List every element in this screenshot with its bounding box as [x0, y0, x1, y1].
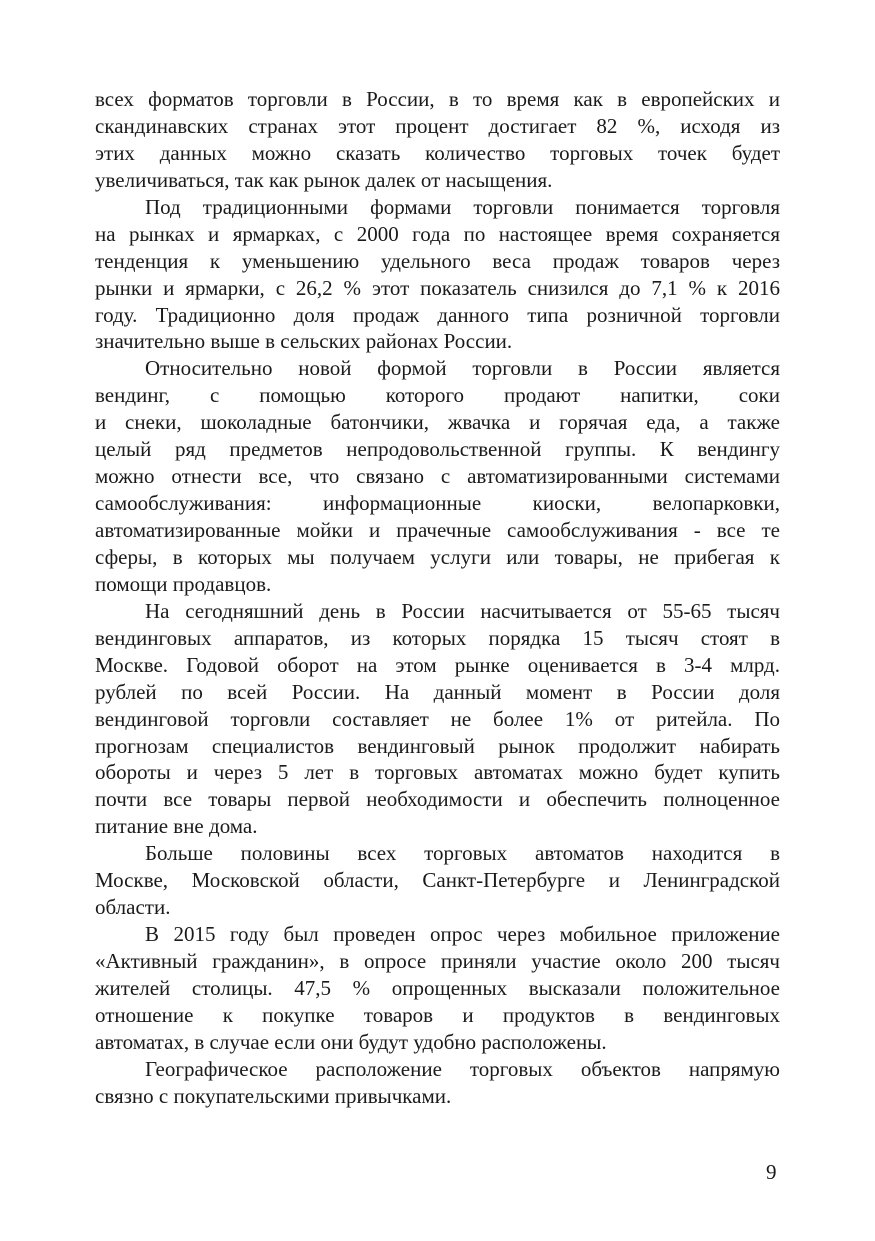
paragraph	[95, 840, 780, 921]
text-line: всех форматов торговли в России, в то время как в европейских и	[95, 87, 780, 111]
text-line: можно отнести все, что связано с автоматизированными системами	[95, 464, 780, 489]
text-line: этих данных можно сказать количество торговых точек будет	[95, 140, 780, 165]
text-line: прогнозам специалистов вендинговый рынок продолжит набирать	[95, 733, 780, 758]
text-line: вендинг, с помощью которого продают напитки, соки	[95, 383, 780, 408]
text-line: обороты и через 5 лет в торговых автоматах можно будет купить	[95, 760, 780, 785]
text-line: «Активный гражданин», в опросе приняли участие около 200 тысяч	[95, 949, 780, 973]
text-line: вендинговых аппаратов, из которых порядка 15 тысяч стоят в	[95, 625, 780, 650]
text-line: самообслуживания: информационные киоски, велопарковки,	[95, 491, 780, 516]
text-line: связно с покупательскими привычками.	[95, 1083, 452, 1108]
text-line: питание вне дома.	[95, 814, 258, 839]
paragraph	[95, 86, 780, 194]
text-line: Москве. Годовой оборот на этом рынке оценивается в 3-4 млрд.	[95, 652, 780, 677]
text-line: Под традиционными формами торговли понимается торговля	[145, 194, 780, 219]
paragraph	[95, 598, 780, 840]
text-line: скандинавских странах этот процент достигает 82 %, исходя из	[95, 113, 780, 138]
text-line: году. Традиционно доля продаж данного типа розничной торговли	[95, 302, 780, 327]
text-line: на рынках и ярмарках, с 2000 года по настоящее время сохраняется	[95, 221, 780, 246]
text-line: жителей столицы. 47,5 % опрощенных высказали положительное	[95, 975, 780, 1000]
paragraph	[95, 921, 780, 1056]
text-line: Географическое расположение торговых объектов напрямую	[145, 1056, 780, 1081]
text-line: целый ряд предметов непродовольственной группы. К вендингу	[95, 437, 780, 462]
text-line: значительно выше в сельских районах России.	[95, 329, 513, 354]
text-line: автоматизированные мойки и прачечные самообслуживания - все те	[95, 518, 780, 542]
text-line: тенденция к уменьшению удельного веса продаж товаров через	[95, 248, 780, 273]
document-body	[95, 86, 780, 1110]
text-line: и снеки, шоколадные батончики, жвачка и горячая еда, а также	[95, 410, 780, 435]
paragraph	[95, 194, 780, 356]
text-line: На сегодняшний день в России насчитывается от 55-65 тысяч	[145, 598, 780, 623]
paragraph	[95, 1056, 780, 1110]
text-line: области.	[95, 895, 171, 920]
page-number: 9	[766, 1160, 777, 1184]
text-line: автоматах, в случае если они будут удобно расположены.	[95, 1029, 607, 1054]
text-line: рублей по всей России. На данный момент в России доля	[95, 679, 780, 704]
text-line: почти все товары первой необходимости и обеспечить полноценное	[95, 787, 780, 812]
text-line: рынки и ярмарки, с 26,2 % этот показатель снизился до 7,1 % к 2016	[95, 275, 780, 300]
text-line: увеличиваться, так как рынок далек от насыщения.	[95, 167, 553, 192]
text-line: отношение к покупке товаров и продуктов в вендинговых	[95, 1002, 780, 1027]
text-line: помощи продавцов.	[95, 571, 272, 596]
text-line: сферы, в которых мы получаем услуги или товары, не прибегая к	[95, 544, 780, 569]
text-line: Москве, Московской области, Санкт-Петербурге и Ленинградской	[95, 868, 780, 893]
text-line: Больше половины всех торговых автоматов находится в	[145, 841, 780, 866]
text-line: В 2015 году был проведен опрос через мобильное приложение	[145, 922, 780, 947]
text-line: вендинговой торговли составляет не более 1% от ритейла. По	[95, 706, 780, 731]
paragraph	[95, 355, 780, 597]
text-line: Относительно новой формой торговли в России является	[145, 356, 780, 381]
